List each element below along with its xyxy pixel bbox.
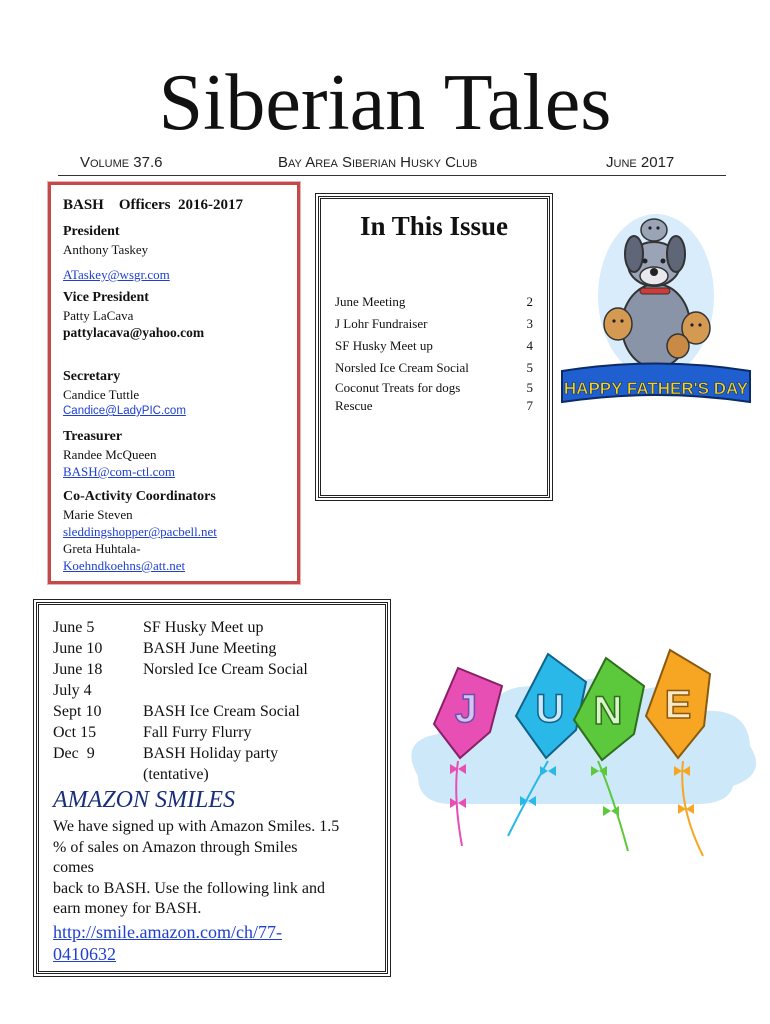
secretary-role: Secretary bbox=[63, 369, 121, 384]
officers-box bbox=[48, 182, 300, 584]
issue-item-page: 3 bbox=[526, 316, 533, 331]
kite-letter: J bbox=[454, 687, 478, 731]
event-name: BASH Ice Cream Social bbox=[143, 703, 300, 720]
amazon-smiles-body bbox=[53, 817, 383, 920]
issue-list bbox=[335, 291, 533, 415]
dogs-fathers-day-icon bbox=[556, 206, 756, 426]
event-name: Norsled Ice Cream Social bbox=[143, 661, 308, 678]
issue-item-label: June Meeting bbox=[335, 294, 406, 309]
vp-name: Patty LaCava bbox=[63, 308, 134, 323]
event-date: Dec 9 bbox=[53, 745, 95, 762]
event-name: (tentative) bbox=[143, 766, 209, 783]
president-name: Anthony Taskey bbox=[63, 242, 149, 257]
amazon-smiles-heading: AMAZON SMILES bbox=[53, 787, 235, 813]
issue-title: In This Issue bbox=[359, 211, 509, 241]
event-row bbox=[53, 743, 373, 764]
event-date bbox=[53, 764, 143, 785]
event-row bbox=[53, 680, 373, 701]
event-date: Sept 10 bbox=[53, 703, 102, 720]
amazon-body-line: back to BASH. Use the following link and bbox=[53, 879, 325, 897]
club-name: Bay Area Siberian Husky Club bbox=[278, 154, 478, 171]
secretary-email-link[interactable]: Candice@LadyPIC.com bbox=[63, 405, 186, 417]
volume-label: Volume 37.6 bbox=[80, 154, 163, 171]
amazon-body-line: We have signed up with Amazon Smiles. 1.5 bbox=[53, 818, 340, 835]
event-date: Oct 15 bbox=[53, 724, 97, 741]
event-row bbox=[53, 617, 373, 638]
treasurer-role: Treasurer bbox=[63, 429, 123, 444]
issue-item-page: 4 bbox=[526, 338, 533, 353]
issue-item-label: SF Husky Meet up bbox=[335, 338, 433, 353]
event-row bbox=[53, 701, 373, 722]
kite-letter: E bbox=[664, 683, 692, 727]
event-date: June 18 bbox=[53, 661, 103, 678]
coordinators-role: Co-Activity Coordinators bbox=[63, 489, 216, 504]
issue-item bbox=[335, 397, 533, 415]
event-row bbox=[53, 722, 373, 743]
june-kites-icon bbox=[398, 646, 768, 866]
event-date: July 4 bbox=[53, 682, 92, 699]
coordinator2-email-link[interactable]: Koehndkoehns@att.net bbox=[63, 558, 186, 573]
treasurer-name: Randee McQueen bbox=[63, 447, 157, 462]
masthead-rule bbox=[58, 175, 726, 176]
event-name: BASH Holiday party bbox=[143, 745, 279, 762]
in-this-issue-box bbox=[318, 196, 550, 498]
issue-item bbox=[335, 291, 533, 313]
president-email-link[interactable]: ATaskey@wsgr.com bbox=[63, 267, 170, 282]
coordinator1-email-link[interactable]: sleddingshopper@pacbell.net bbox=[63, 524, 217, 539]
event-name: BASH June Meeting bbox=[143, 640, 277, 657]
event-date: June 10 bbox=[53, 640, 103, 657]
newsletter-title: Siberian Tales bbox=[158, 59, 612, 147]
issue-item-label: Coconut Treats for dogs bbox=[335, 380, 461, 395]
amazon-body-line: % of sales on Amazon through Smiles bbox=[53, 838, 298, 856]
issue-item bbox=[335, 313, 533, 335]
june-kites-clipart bbox=[398, 646, 768, 866]
coordinator1-name: Marie Steven bbox=[63, 507, 133, 522]
coordinator2-name: Greta Huhtala- bbox=[63, 541, 141, 556]
event-date: June 5 bbox=[53, 619, 95, 636]
issue-item-label: Rescue bbox=[335, 398, 373, 413]
event-name: Fall Furry Flurry bbox=[143, 724, 252, 741]
issue-date: June 2017 bbox=[606, 154, 675, 171]
secretary-name: Candice Tuttle bbox=[63, 387, 140, 402]
issue-item bbox=[335, 357, 533, 379]
event-row bbox=[53, 638, 373, 659]
amazon-body-line: earn money for BASH. bbox=[53, 900, 202, 917]
vp-email: pattylacava@yahoo.com bbox=[63, 325, 205, 340]
issue-item bbox=[335, 335, 533, 357]
amazon-smiles-link[interactable] bbox=[53, 921, 383, 965]
events-list bbox=[53, 617, 373, 785]
issue-item bbox=[335, 379, 533, 397]
president-role: President bbox=[63, 224, 120, 239]
amazon-link-line[interactable]: http://smile.amazon.com/ch/77- bbox=[53, 922, 282, 942]
officers-heading: BASH Officers 2016-2017 bbox=[63, 197, 243, 213]
event-row bbox=[53, 764, 373, 785]
issue-item-label: Norsled Ice Cream Social bbox=[335, 360, 469, 375]
event-row bbox=[53, 659, 373, 680]
event-name: SF Husky Meet up bbox=[143, 619, 264, 636]
issue-item-page: 7 bbox=[526, 398, 533, 413]
issue-item-page: 5 bbox=[526, 380, 533, 395]
fathers-day-clipart bbox=[556, 206, 756, 426]
issue-item-page: 5 bbox=[526, 360, 533, 375]
kite-letter: U bbox=[535, 687, 565, 731]
vp-role: Vice President bbox=[63, 290, 149, 305]
fathers-day-banner-text: HAPPY FATHER'S DAY bbox=[563, 379, 749, 398]
issue-item-label: J Lohr Fundraiser bbox=[335, 316, 428, 331]
treasurer-email-link[interactable]: BASH@com-ctl.com bbox=[63, 464, 175, 479]
amazon-body-line: comes bbox=[53, 859, 94, 876]
kite-letter: N bbox=[593, 689, 623, 733]
amazon-link-line[interactable]: 0410632 bbox=[53, 944, 116, 964]
issue-item-page: 2 bbox=[526, 294, 533, 309]
events-box bbox=[36, 602, 388, 974]
